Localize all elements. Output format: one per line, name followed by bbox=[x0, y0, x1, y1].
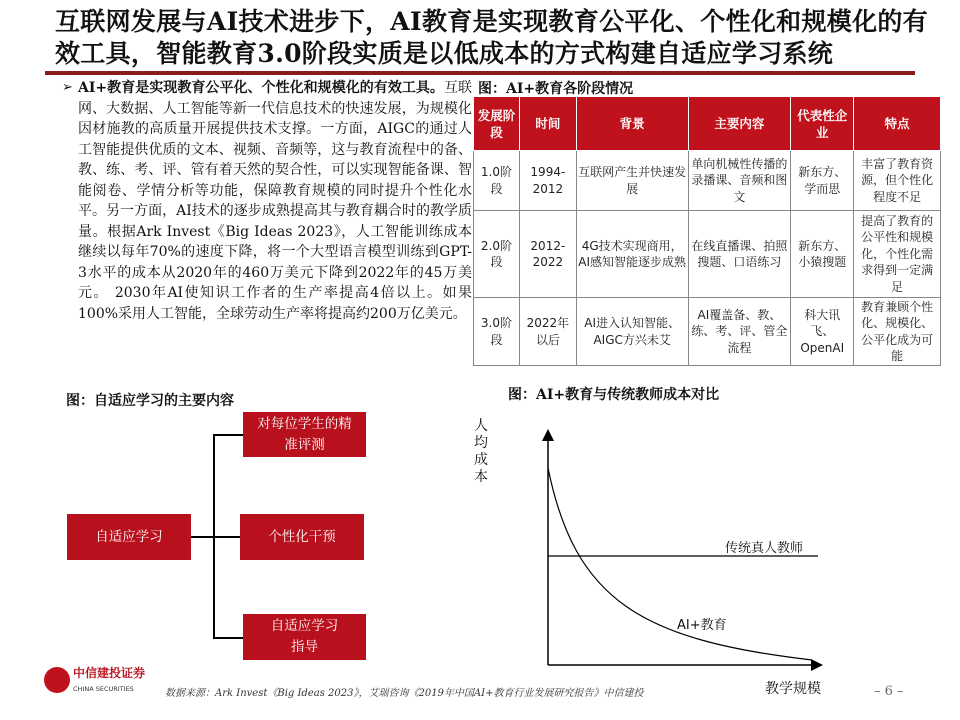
header-cell: 特点 bbox=[854, 97, 941, 151]
logo-text-en: CHINA SECURITIES bbox=[73, 685, 134, 693]
bullet-icon: ➢ bbox=[62, 80, 73, 95]
header-cell: 时间 bbox=[519, 97, 576, 151]
table-cell: AI进入认知智能、AIGC方兴未艾 bbox=[576, 298, 688, 366]
series-label: AI+教育 bbox=[677, 618, 727, 633]
table-cell: 互联网产生并快速发展 bbox=[576, 151, 688, 211]
table-cell: 单向机械性传播的录播课、音频和图文 bbox=[688, 151, 791, 211]
table-cell: 丰富了教育资源，但个性化程度不足 bbox=[854, 151, 941, 211]
table-cell: 在线直播课、拍照搜题、口语练习 bbox=[688, 211, 791, 298]
page-title: 互联网发展与AI技术进步下，AI教育是实现教育公平化、个性化和规模化的有效工具，智能教育3.0阶段实质是以低成本的方式构建自适应学习系统 bbox=[55, 7, 928, 68]
table-cell: 新东方、学而思 bbox=[791, 151, 854, 211]
series-label: 传统真人教师 bbox=[725, 541, 804, 556]
table-cell: 2012-2022 bbox=[519, 211, 576, 298]
table-cell: 2022年以后 bbox=[519, 298, 576, 366]
table-cell: 教育兼顾个性化、规模化、公平化成为可能 bbox=[854, 298, 941, 366]
y-axis-label: 人均成本 bbox=[474, 418, 488, 485]
header-cell: 发展阶段 bbox=[474, 97, 520, 151]
table-cell: 1.0阶段 bbox=[474, 151, 520, 211]
page-number: – 6 – bbox=[874, 684, 904, 699]
table-caption: 图：AI+教育各阶段情况 bbox=[478, 81, 634, 97]
x-axis-label: 教学规模 bbox=[765, 681, 821, 697]
diagram-child-box: 对每位学生的精准评测 bbox=[243, 412, 366, 457]
company-logo-icon bbox=[44, 667, 70, 693]
body-lead: AI+教育是实现教育公平化、个性化和规模化的有效工具。 bbox=[78, 80, 444, 96]
logo-text-cn: 中信建投证券 bbox=[73, 666, 146, 680]
table-cell: AI覆盖备、教、练、考、评、管全流程 bbox=[688, 298, 791, 366]
table-cell: 提高了教育的公平性和规模化，个性化需求得到一定满足 bbox=[854, 211, 941, 298]
source-note: 数据来源：Ark Invest《Big Ideas 2023》，艾瑞咨询《2019年中国AI+教育行业发展研究报告》中信建投 bbox=[165, 688, 644, 699]
table-cell: 1994-2012 bbox=[519, 151, 576, 211]
table-cell: 2.0阶段 bbox=[474, 211, 520, 298]
chart-caption: 图：AI+教育与传统教师成本对比 bbox=[508, 387, 720, 403]
diagram-child-box: 个性化干预 bbox=[240, 514, 364, 560]
diagram-caption: 图：自适应学习的主要内容 bbox=[66, 393, 234, 409]
diagram-root-box: 自适应学习 bbox=[67, 514, 191, 560]
header-cell: 主要内容 bbox=[688, 97, 791, 151]
table-cell: 3.0阶段 bbox=[474, 298, 520, 366]
header-cell: 代表性企业 bbox=[791, 97, 854, 151]
header-cell: 背景 bbox=[576, 97, 688, 151]
table-cell: 科大讯飞、OpenAI bbox=[791, 298, 854, 366]
body-text: 互联网、大数据、人工智能等新一代信息技术的快速发展，为规模化因材施教的高质量开展提供技术支撑。一方面，AIGC的通过人工智能提供优质的文本、视频、音频等，这与教育流程中的备、教、练、考、评、管有着天然的契合性，可以实现智能备课、智能阅卷、学情分析等功能，保障教育规模的同时提升个性化水平。另一方面，AI技术的逐步成熟提高其与教育耦合时的教学质量。根据Ark Invest《Big Ideas 2023》，人工智能训练成本继续以每年70%的速度下降，将一个大型语言模型训练到GPT-3水平的成本从2020年的460万美元下降到2022年的45万美元。 2030年AI使知识工作者的生产率提高4倍以上。如果100%采用人工智能，全球劳动生产率将提高约200万亿美元。 bbox=[78, 80, 473, 322]
table-cell: 新东方、小猿搜题 bbox=[791, 211, 854, 298]
table-cell: 4G技术实现商用，AI感知智能逐步成熟 bbox=[576, 211, 688, 298]
diagram-child-box: 自适应学习指导 bbox=[243, 614, 366, 660]
